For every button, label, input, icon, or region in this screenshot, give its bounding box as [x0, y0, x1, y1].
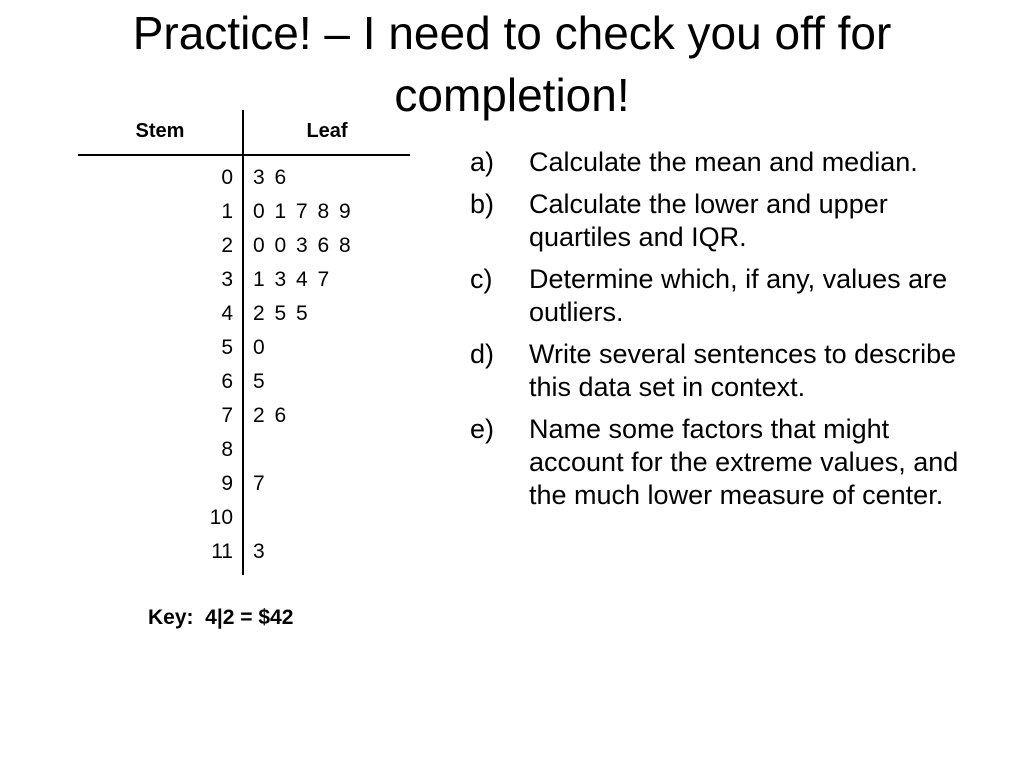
- stem-leaf-plot: [78, 110, 410, 575]
- question-text: Name some factors that might account for the extreme values, and the much lower measure of center.: [529, 414, 959, 510]
- leaf-values: 7: [253, 472, 265, 495]
- question-marker: a): [470, 147, 495, 177]
- plot-row: [78, 163, 410, 197]
- stem-value: 1: [221, 200, 233, 223]
- stem-value: 3: [221, 268, 233, 291]
- question-text: Write several sentences to describe this data set in context.: [529, 339, 957, 402]
- question-text: Calculate the mean and median.: [529, 147, 918, 177]
- question-marker: c): [470, 264, 493, 294]
- question-list: [470, 146, 980, 521]
- stem-value: 4: [221, 302, 233, 325]
- stem-value: 0: [221, 166, 233, 189]
- plot-divider-horizontal: [78, 154, 410, 156]
- question-text: Calculate the lower and upper quartiles and IQR.: [529, 189, 888, 252]
- question-item: [470, 338, 980, 404]
- stem-value: 7: [221, 404, 233, 427]
- stem-value: 9: [221, 472, 233, 495]
- slide-title: Practice! – I need to check you off for completion!: [132, 7, 892, 121]
- question-marker: d): [470, 339, 495, 369]
- leaf-values: 3 6: [253, 166, 287, 189]
- plot-row: [78, 503, 410, 537]
- plot-row: [78, 299, 410, 333]
- leaf-values: 5: [253, 370, 265, 393]
- question-marker: e): [470, 414, 495, 444]
- stem-value: 6: [221, 370, 233, 393]
- leaf-header: Leaf: [306, 120, 348, 142]
- stem-value: 10: [209, 506, 233, 529]
- leaf-values: 1 3 4 7: [253, 268, 330, 291]
- plot-row: [78, 401, 410, 435]
- question-item: [470, 263, 980, 329]
- plot-row: [78, 231, 410, 265]
- question-item: [470, 146, 980, 179]
- stem-value: 11: [211, 540, 233, 563]
- stem-value: 2: [221, 234, 233, 257]
- stem-header: Stem: [135, 120, 185, 142]
- plot-key: Key: 4|2 = $42: [148, 606, 294, 629]
- question-text: Determine which, if any, values are outliers.: [529, 264, 948, 327]
- plot-row: [78, 333, 410, 367]
- plot-row: [78, 537, 410, 571]
- leaf-values: 2 6: [253, 404, 287, 427]
- leaf-values: 2 5 5: [253, 302, 308, 325]
- leaf-values: 0 1 7 8 9: [253, 200, 351, 223]
- stem-value: 8: [221, 438, 233, 461]
- leaf-values: 0 0 3 6 8: [253, 234, 351, 257]
- plot-row: [78, 435, 410, 469]
- plot-row: [78, 367, 410, 401]
- question-item: [470, 188, 980, 254]
- leaf-values: 0: [253, 336, 265, 359]
- plot-row: [78, 265, 410, 299]
- question-marker: b): [470, 189, 495, 219]
- plot-row: [78, 469, 410, 503]
- stem-value: 5: [221, 336, 233, 359]
- leaf-values: 3: [253, 540, 265, 563]
- plot-rows: [78, 163, 410, 571]
- plot-row: [78, 197, 410, 231]
- question-item: [470, 413, 980, 512]
